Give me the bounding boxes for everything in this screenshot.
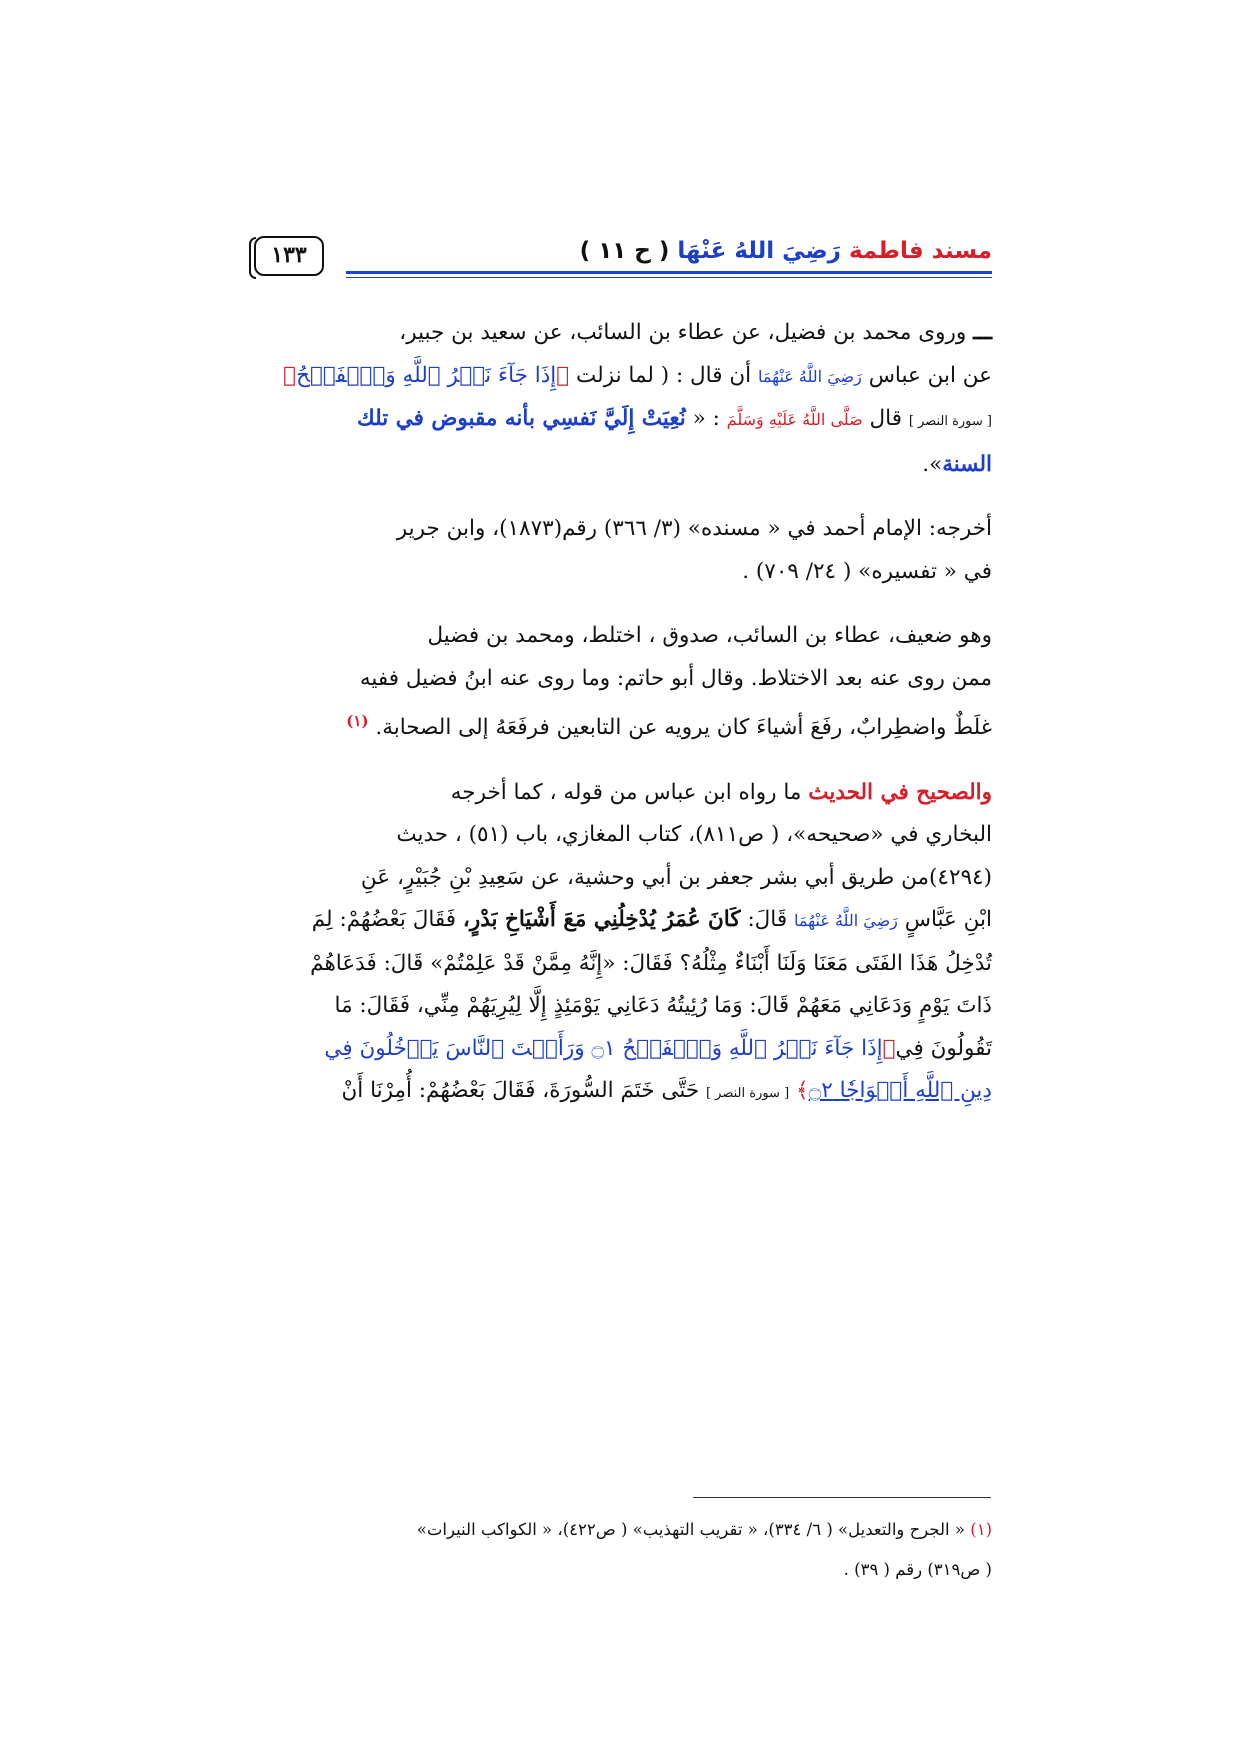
footnote-number: (١)	[970, 1520, 992, 1539]
sura-reference: [ سورة النصر ]	[908, 414, 992, 429]
text-line: تُدْخِلُ هَذَا الفَتَى مَعَنَا وَلَنَا أَبْنَاءٌ مِثْلُهُ؟ فَقَالَ: «إِنَّهُ مِمَّنْ قَدْ عَلِمْتُمْ» قَالَ: فَدَعَاهُمْ	[310, 950, 992, 976]
text-span: ابْنِ عَبَّاسٍ	[904, 907, 992, 933]
text-span: وروى محمد بن فضيل، عن عطاء بن السائب، عن سعيد بن جبير،	[399, 320, 967, 345]
honorific: رَضِيَ اللَّهُ عَنْهُمَا	[793, 911, 898, 931]
text-line	[254, 355, 992, 399]
text-line: وهو ضعيف، عطاء بن السائب، صدوق ، اختلط، ومحمد بن فضيل	[427, 623, 992, 648]
text-span: ما رواه ابن عباس من قوله ، كما أخرجه	[450, 779, 802, 805]
text-line: البخاري في «صحيحه»، ( ص٨١١)، كتاب المغازي، باب (٥١) ، حديث	[396, 822, 992, 848]
paragraph	[254, 772, 992, 1116]
footnote-separator	[693, 1497, 991, 1498]
honorific: صَلَّى اللَّهُ عَلَيْهِ وَسَلَّمَ	[726, 410, 863, 429]
text-span: تَقُولُونَ فِي	[895, 1035, 992, 1061]
text-line: (٤٢٩٤)من طريق أبي بشر جعفر بن أبي وحشية، عن سَعِيدِ بْنِ جُبَيْرٍ، عَنِ	[360, 864, 992, 890]
text-line	[254, 398, 992, 444]
text-line	[254, 700, 992, 750]
paragraph	[254, 508, 992, 593]
text-span: ».	[922, 451, 943, 477]
header-rule	[346, 271, 992, 274]
page-number-frame	[254, 236, 324, 276]
quran-bracket-close: ﴾	[796, 1078, 809, 1104]
footnote	[254, 1510, 992, 1590]
footnote-line	[254, 1510, 992, 1550]
paragraph	[254, 312, 992, 486]
text-span: قَالَ:	[747, 907, 788, 933]
quran-verse: دِينِ ٱللَّهِ أَفۡوَاجٗا ۝٢	[808, 1078, 992, 1104]
honorific: رَضِيَ اللَّهُ عَنْهُمَا	[757, 366, 862, 386]
quran-verse: إِذَا جَآءَ نَصۡرُ ٱللَّهِ وَٱلۡفَتۡحُ ۝١ وَرَأَيۡتَ ٱلنَّاسَ يَدۡخُلُونَ فِي	[324, 1035, 883, 1061]
text-span: : «	[692, 406, 720, 431]
text-line	[254, 899, 992, 943]
page-header	[254, 232, 992, 284]
text-span: فَقَالَ بَعْضُهُمْ: لِمَ	[311, 907, 457, 933]
highlighted-phrase: والصحيح في الحديث	[808, 779, 992, 805]
text-span: عن ابن عباس	[868, 362, 992, 388]
running-head-title: مسند فاطمة	[848, 238, 992, 264]
text-span: غلَطٌ واضطِرابٌ، رفَعَ أشياءَ كان يرويه عن التابعين فرفَعَهُ إلى الصحابة.	[375, 715, 992, 741]
hadith-quote: كَانَ عُمَرُ يُدْخِلُنِي مَعَ أَشْيَاخِ بَدْرٍ،	[462, 907, 741, 933]
quran-bracket-open: ﴿	[556, 362, 570, 388]
header-rule-thin	[346, 277, 992, 278]
footnote-ref[interactable]: (١)	[346, 712, 369, 730]
quran-verse: إِذَا جَآءَ نَصۡرُ ٱللَّهِ وَٱلۡفَتۡحُ	[296, 362, 557, 388]
text-line	[254, 1028, 992, 1071]
text-line: في « تفسيره» ( ٢٤/ ٧٠٩) .	[742, 558, 992, 584]
quran-bracket-open: ﴿	[882, 1035, 896, 1061]
running-head	[580, 238, 992, 264]
honorific: رَضِيَ اللهُ عَنْهَا	[677, 238, 841, 264]
text-span: أن قال : ( لما نزلت	[576, 362, 752, 388]
hadith-quote: نُعِيَتْ إِلَيَّ نَفسِي بأنه مقبوض في تلك	[357, 406, 686, 431]
text-line: أخرجه: الإمام أحمد في « مسنده» (٣/ ٣٦٦) رقم(١٨٧٣)، وابن جرير	[396, 516, 992, 541]
chapter-marker: ( ح ١١ )	[579, 238, 670, 264]
paragraph	[254, 615, 992, 750]
text-line: ذَاتَ يَوْمٍ وَدَعَانِي مَعَهُمْ قَالَ: وَمَا رُئِيتُهُ دَعَانِي يَوْمَئِذٍ إِلَّا لِيُرِيَهُمْ مِنِّي، فَقَالَ: مَا	[334, 993, 992, 1019]
text-span: قال	[869, 406, 902, 431]
text-line	[254, 1070, 992, 1116]
footnote-line: ( ص٣١٩) رقم ( ٣٩) .	[843, 1560, 992, 1579]
text-line	[254, 312, 992, 355]
page-number: ١٣٣	[271, 242, 307, 268]
text-line	[254, 772, 992, 815]
footnote-text: « الجرح والتعديل» ( ٦/ ٣٣٤)، « تقريب التهذيب» ( ص٤٢٢)، « الكواكب النيرات»	[416, 1520, 965, 1539]
quran-bracket-close: ﴾	[283, 362, 297, 388]
text-line	[254, 444, 992, 487]
text-span: حَتَّى خَتَمَ السُّورَةَ، فَقَالَ بَعْضُهُمْ: أُمِرْنَا أَنْ	[341, 1078, 700, 1104]
dash-marker: ـــ	[973, 320, 992, 345]
hadith-quote: السنة	[942, 451, 992, 477]
main-text	[254, 312, 992, 1116]
text-line: ممن روى عنه بعد الاختلاط. وقال أبو حاتم: وما روى عنه ابنُ فضيل ففيه	[359, 665, 992, 691]
sura-reference: [ سورة النصر ]	[705, 1086, 790, 1102]
